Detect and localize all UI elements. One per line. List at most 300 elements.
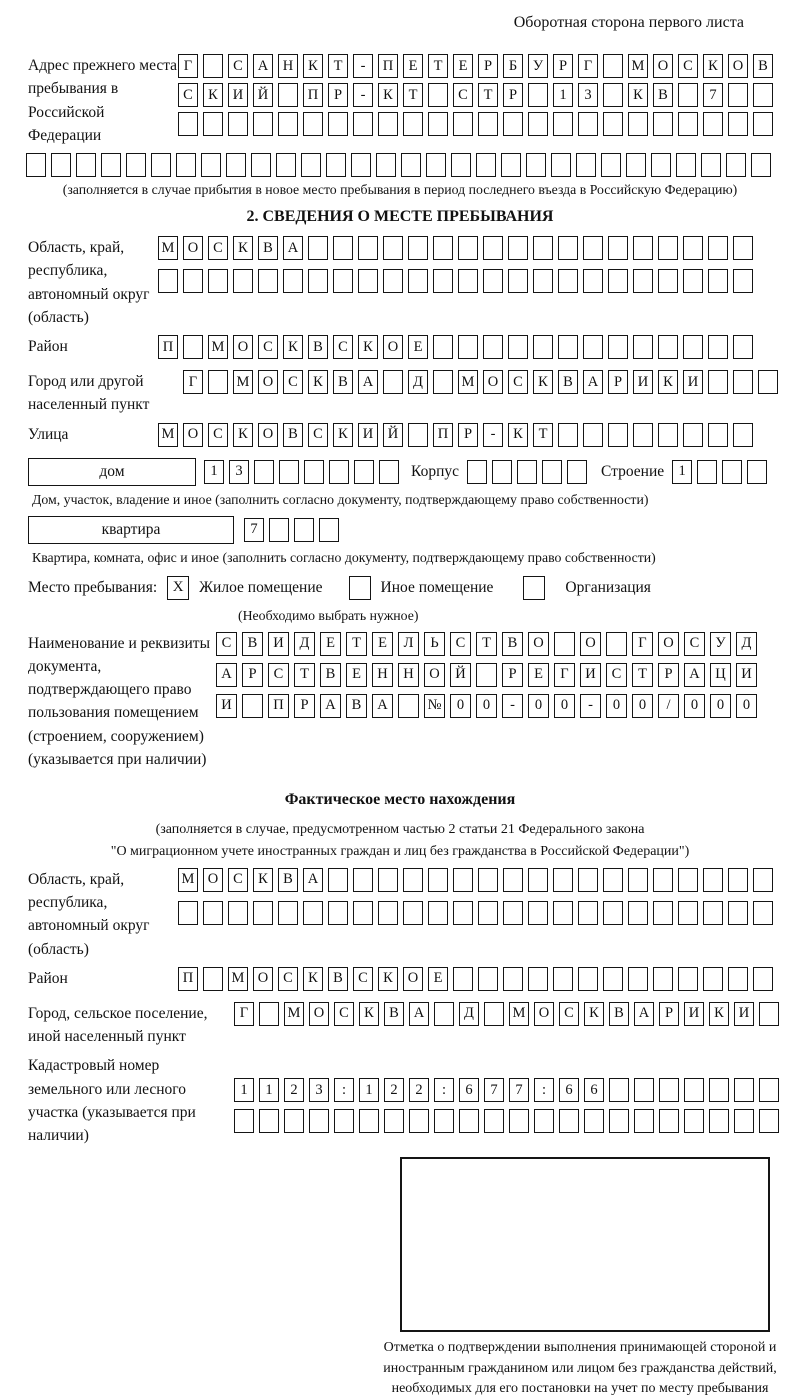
char-box[interactable]: П <box>178 967 198 991</box>
char-box[interactable] <box>653 901 673 925</box>
char-box[interactable]: П <box>303 83 323 107</box>
char-box[interactable] <box>303 901 323 925</box>
char-box[interactable] <box>234 1109 254 1133</box>
char-box[interactable] <box>728 112 748 136</box>
char-box[interactable] <box>483 269 503 293</box>
char-box[interactable] <box>376 153 396 177</box>
char-box[interactable]: И <box>684 1002 704 1026</box>
char-box[interactable] <box>408 423 428 447</box>
char-box[interactable]: М <box>158 236 178 260</box>
char-box[interactable]: И <box>734 1002 754 1026</box>
apartment-type-box[interactable]: квартира <box>28 516 234 544</box>
char-box[interactable]: Е <box>428 967 448 991</box>
char-box[interactable] <box>126 153 146 177</box>
char-box[interactable] <box>278 901 298 925</box>
char-box[interactable] <box>628 967 648 991</box>
char-box[interactable] <box>578 967 598 991</box>
char-box[interactable] <box>101 153 121 177</box>
checkbox-organizaciya[interactable] <box>523 576 545 600</box>
char-box[interactable]: 0 <box>684 694 705 718</box>
char-box[interactable]: Е <box>528 663 549 687</box>
char-box[interactable]: О <box>233 335 253 359</box>
char-box[interactable]: О <box>258 370 278 394</box>
char-box[interactable]: О <box>658 632 679 656</box>
char-box[interactable] <box>633 423 653 447</box>
char-box[interactable] <box>678 112 698 136</box>
char-box[interactable] <box>433 269 453 293</box>
char-box[interactable] <box>576 153 596 177</box>
char-box[interactable]: А <box>283 236 303 260</box>
char-box[interactable]: К <box>333 423 353 447</box>
char-box[interactable] <box>583 236 603 260</box>
char-box[interactable]: Г <box>632 632 653 656</box>
char-box[interactable]: : <box>434 1078 454 1102</box>
char-box[interactable]: Р <box>608 370 628 394</box>
char-box[interactable] <box>583 269 603 293</box>
char-box[interactable]: О <box>309 1002 329 1026</box>
char-box[interactable] <box>278 83 298 107</box>
char-box[interactable] <box>601 153 621 177</box>
char-box[interactable]: К <box>508 423 528 447</box>
char-box[interactable]: С <box>334 1002 354 1026</box>
char-box[interactable] <box>722 460 742 484</box>
char-box[interactable]: В <box>328 967 348 991</box>
house-type-box[interactable]: дом <box>28 458 196 486</box>
char-box[interactable] <box>359 1109 379 1133</box>
char-box[interactable]: К <box>203 83 223 107</box>
char-box[interactable] <box>653 112 673 136</box>
char-box[interactable] <box>578 901 598 925</box>
char-box[interactable]: К <box>303 54 323 78</box>
char-box[interactable]: И <box>228 83 248 107</box>
char-box[interactable] <box>678 868 698 892</box>
char-box[interactable] <box>634 1109 654 1133</box>
char-box[interactable] <box>651 153 671 177</box>
char-box[interactable] <box>609 1109 629 1133</box>
char-box[interactable] <box>728 83 748 107</box>
char-box[interactable]: Р <box>478 54 498 78</box>
char-box[interactable] <box>726 153 746 177</box>
char-box[interactable] <box>428 868 448 892</box>
char-box[interactable]: Д <box>459 1002 479 1026</box>
char-box[interactable] <box>508 335 528 359</box>
char-box[interactable] <box>697 460 717 484</box>
char-box[interactable] <box>76 153 96 177</box>
char-box[interactable] <box>708 269 728 293</box>
char-box[interactable]: М <box>228 967 248 991</box>
char-box[interactable]: Т <box>428 54 448 78</box>
char-box[interactable] <box>608 335 628 359</box>
char-box[interactable] <box>634 1078 654 1102</box>
char-box[interactable] <box>503 901 523 925</box>
confirmation-mark-box[interactable] <box>400 1157 770 1332</box>
char-box[interactable] <box>478 112 498 136</box>
char-box[interactable]: 2 <box>284 1078 304 1102</box>
char-box[interactable] <box>683 269 703 293</box>
char-box[interactable]: И <box>216 694 237 718</box>
char-box[interactable]: С <box>678 54 698 78</box>
char-box[interactable] <box>708 423 728 447</box>
char-box[interactable] <box>228 901 248 925</box>
char-box[interactable] <box>633 269 653 293</box>
char-box[interactable] <box>328 868 348 892</box>
char-box[interactable] <box>158 269 178 293</box>
char-box[interactable]: 0 <box>710 694 731 718</box>
char-box[interactable]: К <box>283 335 303 359</box>
char-box[interactable]: М <box>628 54 648 78</box>
char-box[interactable] <box>433 335 453 359</box>
char-box[interactable]: К <box>378 83 398 107</box>
char-box[interactable]: Г <box>234 1002 254 1026</box>
char-box[interactable] <box>428 83 448 107</box>
char-box[interactable] <box>208 269 228 293</box>
char-box[interactable] <box>428 112 448 136</box>
char-box[interactable]: Р <box>458 423 478 447</box>
char-box[interactable]: Р <box>658 663 679 687</box>
char-box[interactable]: К <box>533 370 553 394</box>
char-box[interactable] <box>458 335 478 359</box>
char-box[interactable] <box>408 269 428 293</box>
char-box[interactable]: № <box>424 694 445 718</box>
char-box[interactable]: О <box>403 967 423 991</box>
char-box[interactable]: Г <box>554 663 575 687</box>
char-box[interactable]: Б <box>503 54 523 78</box>
char-box[interactable]: Д <box>408 370 428 394</box>
char-box[interactable]: М <box>509 1002 529 1026</box>
char-box[interactable] <box>753 868 773 892</box>
char-box[interactable]: С <box>333 335 353 359</box>
char-box[interactable] <box>279 460 299 484</box>
char-box[interactable]: 7 <box>244 518 264 542</box>
char-box[interactable] <box>203 112 223 136</box>
char-box[interactable]: А <box>303 868 323 892</box>
char-box[interactable] <box>503 967 523 991</box>
char-box[interactable]: О <box>253 967 273 991</box>
char-box[interactable] <box>733 370 753 394</box>
char-box[interactable] <box>226 153 246 177</box>
char-box[interactable] <box>334 1109 354 1133</box>
char-box[interactable] <box>408 236 428 260</box>
char-box[interactable]: К <box>658 370 678 394</box>
char-box[interactable] <box>584 1109 604 1133</box>
char-box[interactable] <box>183 269 203 293</box>
char-box[interactable]: С <box>684 632 705 656</box>
char-box[interactable] <box>553 901 573 925</box>
char-box[interactable] <box>553 112 573 136</box>
char-box[interactable] <box>276 153 296 177</box>
char-box[interactable]: О <box>203 868 223 892</box>
char-box[interactable] <box>759 1002 779 1026</box>
char-box[interactable]: Й <box>450 663 471 687</box>
char-box[interactable]: М <box>158 423 178 447</box>
char-box[interactable]: С <box>208 423 228 447</box>
char-box[interactable] <box>653 967 673 991</box>
char-box[interactable]: Т <box>632 663 653 687</box>
char-box[interactable] <box>658 269 678 293</box>
char-box[interactable]: М <box>458 370 478 394</box>
char-box[interactable]: : <box>334 1078 354 1102</box>
char-box[interactable]: В <box>384 1002 404 1026</box>
char-box[interactable] <box>403 901 423 925</box>
char-box[interactable]: А <box>358 370 378 394</box>
char-box[interactable] <box>483 335 503 359</box>
char-box[interactable]: 0 <box>476 694 497 718</box>
char-box[interactable]: О <box>183 423 203 447</box>
char-box[interactable] <box>258 269 278 293</box>
char-box[interactable] <box>451 153 471 177</box>
char-box[interactable]: 7 <box>703 83 723 107</box>
char-box[interactable]: В <box>346 694 367 718</box>
char-box[interactable]: О <box>580 632 601 656</box>
char-box[interactable] <box>728 868 748 892</box>
char-box[interactable] <box>383 370 403 394</box>
char-box[interactable] <box>659 1109 679 1133</box>
char-box[interactable]: - <box>483 423 503 447</box>
char-box[interactable]: 1 <box>234 1078 254 1102</box>
char-box[interactable]: С <box>283 370 303 394</box>
char-box[interactable]: Е <box>453 54 473 78</box>
char-box[interactable] <box>333 269 353 293</box>
char-box[interactable]: С <box>606 663 627 687</box>
char-box[interactable]: М <box>233 370 253 394</box>
char-box[interactable] <box>583 335 603 359</box>
char-box[interactable]: В <box>333 370 353 394</box>
char-box[interactable] <box>503 112 523 136</box>
char-box[interactable] <box>353 868 373 892</box>
char-box[interactable] <box>659 1078 679 1102</box>
char-box[interactable]: С <box>559 1002 579 1026</box>
char-box[interactable] <box>683 335 703 359</box>
char-box[interactable]: 0 <box>450 694 471 718</box>
char-box[interactable] <box>478 868 498 892</box>
char-box[interactable]: К <box>584 1002 604 1026</box>
char-box[interactable] <box>567 460 587 484</box>
char-box[interactable]: Г <box>178 54 198 78</box>
char-box[interactable] <box>678 83 698 107</box>
char-box[interactable]: И <box>358 423 378 447</box>
char-box[interactable] <box>528 901 548 925</box>
char-box[interactable] <box>558 269 578 293</box>
char-box[interactable]: Ц <box>710 663 731 687</box>
char-box[interactable] <box>453 901 473 925</box>
char-box[interactable]: К <box>253 868 273 892</box>
char-box[interactable]: С <box>453 83 473 107</box>
char-box[interactable] <box>578 112 598 136</box>
char-box[interactable]: - <box>502 694 523 718</box>
checkbox-inoe[interactable] <box>349 576 371 600</box>
char-box[interactable] <box>759 1078 779 1102</box>
char-box[interactable] <box>242 694 263 718</box>
char-box[interactable]: С <box>258 335 278 359</box>
char-box[interactable]: П <box>158 335 178 359</box>
char-box[interactable]: В <box>609 1002 629 1026</box>
char-box[interactable] <box>403 112 423 136</box>
char-box[interactable] <box>328 112 348 136</box>
char-box[interactable]: А <box>216 663 237 687</box>
char-box[interactable] <box>484 1002 504 1026</box>
char-box[interactable] <box>228 112 248 136</box>
char-box[interactable] <box>467 460 487 484</box>
char-box[interactable]: С <box>268 663 289 687</box>
char-box[interactable] <box>476 663 497 687</box>
char-box[interactable]: О <box>528 632 549 656</box>
char-box[interactable] <box>453 967 473 991</box>
char-box[interactable]: 6 <box>559 1078 579 1102</box>
char-box[interactable]: Т <box>294 663 315 687</box>
char-box[interactable]: 3 <box>578 83 598 107</box>
char-box[interactable] <box>626 153 646 177</box>
char-box[interactable]: Т <box>478 83 498 107</box>
char-box[interactable] <box>553 967 573 991</box>
char-box[interactable]: К <box>709 1002 729 1026</box>
char-box[interactable] <box>203 901 223 925</box>
char-box[interactable] <box>378 901 398 925</box>
char-box[interactable]: 7 <box>509 1078 529 1102</box>
char-box[interactable] <box>201 153 221 177</box>
char-box[interactable]: Н <box>278 54 298 78</box>
char-box[interactable] <box>554 632 575 656</box>
char-box[interactable] <box>433 236 453 260</box>
char-box[interactable] <box>684 1078 704 1102</box>
char-box[interactable]: О <box>653 54 673 78</box>
char-box[interactable] <box>308 269 328 293</box>
char-box[interactable] <box>303 112 323 136</box>
char-box[interactable]: И <box>683 370 703 394</box>
char-box[interactable] <box>259 1002 279 1026</box>
char-box[interactable] <box>176 153 196 177</box>
char-box[interactable]: К <box>303 967 323 991</box>
char-box[interactable]: В <box>320 663 341 687</box>
char-box[interactable] <box>401 153 421 177</box>
char-box[interactable] <box>151 153 171 177</box>
char-box[interactable] <box>603 967 623 991</box>
char-box[interactable] <box>603 83 623 107</box>
char-box[interactable] <box>383 236 403 260</box>
char-box[interactable] <box>284 1109 304 1133</box>
char-box[interactable] <box>709 1078 729 1102</box>
char-box[interactable]: А <box>684 663 705 687</box>
char-box[interactable]: Е <box>346 663 367 687</box>
char-box[interactable] <box>708 335 728 359</box>
char-box[interactable]: И <box>268 632 289 656</box>
char-box[interactable] <box>542 460 562 484</box>
char-box[interactable] <box>559 1109 579 1133</box>
char-box[interactable] <box>653 868 673 892</box>
char-box[interactable]: Ь <box>424 632 445 656</box>
char-box[interactable] <box>528 967 548 991</box>
char-box[interactable]: 1 <box>359 1078 379 1102</box>
char-box[interactable]: Т <box>533 423 553 447</box>
char-box[interactable] <box>628 901 648 925</box>
char-box[interactable]: В <box>653 83 673 107</box>
char-box[interactable] <box>678 901 698 925</box>
char-box[interactable] <box>603 901 623 925</box>
char-box[interactable]: К <box>628 83 648 107</box>
char-box[interactable]: Р <box>328 83 348 107</box>
char-box[interactable]: А <box>320 694 341 718</box>
char-box[interactable]: А <box>409 1002 429 1026</box>
char-box[interactable] <box>508 269 528 293</box>
char-box[interactable]: А <box>583 370 603 394</box>
char-box[interactable] <box>484 1109 504 1133</box>
char-box[interactable]: С <box>353 967 373 991</box>
char-box[interactable] <box>733 269 753 293</box>
char-box[interactable] <box>733 423 753 447</box>
char-box[interactable]: С <box>216 632 237 656</box>
char-box[interactable] <box>183 335 203 359</box>
char-box[interactable] <box>708 236 728 260</box>
char-box[interactable] <box>353 901 373 925</box>
char-box[interactable]: О <box>534 1002 554 1026</box>
char-box[interactable] <box>328 901 348 925</box>
char-box[interactable]: Т <box>476 632 497 656</box>
char-box[interactable] <box>459 1109 479 1133</box>
char-box[interactable]: Е <box>320 632 341 656</box>
char-box[interactable]: М <box>178 868 198 892</box>
char-box[interactable] <box>458 269 478 293</box>
char-box[interactable]: Т <box>346 632 367 656</box>
char-box[interactable] <box>304 460 324 484</box>
char-box[interactable]: Й <box>253 83 273 107</box>
char-box[interactable]: К <box>233 423 253 447</box>
char-box[interactable]: С <box>308 423 328 447</box>
char-box[interactable] <box>751 153 771 177</box>
char-box[interactable]: В <box>558 370 578 394</box>
char-box[interactable]: Н <box>372 663 393 687</box>
char-box[interactable] <box>678 967 698 991</box>
char-box[interactable]: В <box>308 335 328 359</box>
char-box[interactable]: : <box>534 1078 554 1102</box>
char-box[interactable]: С <box>178 83 198 107</box>
char-box[interactable] <box>703 868 723 892</box>
char-box[interactable] <box>433 370 453 394</box>
char-box[interactable] <box>251 153 271 177</box>
char-box[interactable] <box>709 1109 729 1133</box>
char-box[interactable]: Д <box>294 632 315 656</box>
char-box[interactable] <box>208 370 228 394</box>
char-box[interactable] <box>753 83 773 107</box>
char-box[interactable] <box>378 112 398 136</box>
char-box[interactable]: М <box>208 335 228 359</box>
char-box[interactable] <box>319 518 339 542</box>
char-box[interactable]: А <box>253 54 273 78</box>
char-box[interactable] <box>358 236 378 260</box>
char-box[interactable] <box>734 1078 754 1102</box>
char-box[interactable]: Т <box>328 54 348 78</box>
char-box[interactable] <box>203 967 223 991</box>
char-box[interactable] <box>269 518 289 542</box>
char-box[interactable] <box>253 901 273 925</box>
char-box[interactable] <box>329 460 349 484</box>
char-box[interactable]: В <box>753 54 773 78</box>
char-box[interactable]: Н <box>398 663 419 687</box>
char-box[interactable]: / <box>658 694 679 718</box>
char-box[interactable] <box>534 1109 554 1133</box>
char-box[interactable]: Р <box>659 1002 679 1026</box>
char-box[interactable]: А <box>634 1002 654 1026</box>
char-box[interactable] <box>253 112 273 136</box>
char-box[interactable] <box>358 269 378 293</box>
char-box[interactable]: О <box>483 370 503 394</box>
char-box[interactable]: И <box>580 663 601 687</box>
char-box[interactable]: 6 <box>459 1078 479 1102</box>
char-box[interactable] <box>633 335 653 359</box>
char-box[interactable] <box>553 868 573 892</box>
char-box[interactable]: Л <box>398 632 419 656</box>
char-box[interactable] <box>759 1109 779 1133</box>
char-box[interactable]: С <box>508 370 528 394</box>
char-box[interactable]: Р <box>294 694 315 718</box>
